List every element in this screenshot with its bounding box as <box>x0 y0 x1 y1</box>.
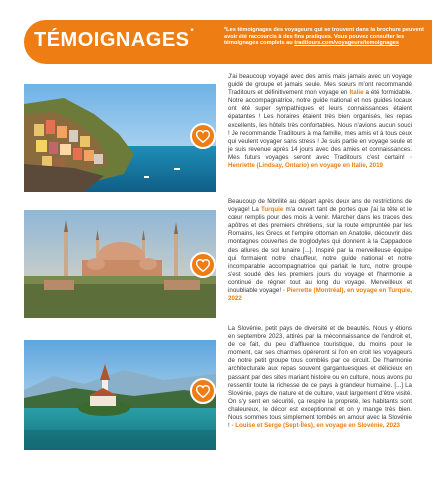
testimonial-turkey: Beaucoup de fébrilité au départ après deux ans de restrictions de voyage! La Turquie m'a ouvert tant de portes que j'ai la tête et le cœur remplis pour des mois à venir. Marcher dans les traces des apôtres et des premiers chrétiens, sur la route empruntée par les Romains, les Grecs et l'empire ottoman en Anatolie, découvrir des montagnes couvertes de troglodytes qui donnent à la Cappadoce des allures de sol lunaire [...]. Inspiré par la merveilleuse équipe qui formaient notre chauffeur, notre guide national et notre incomparable accompagnatrice qui parlait le turc, notre groupe s'est soudé dès les premiers jours du voyage et l'harmonie a continué de régner tout au long du voyage. Merveilleux et inoubliable voyage! - Pierrette (Montréal), en voyage en Turquie, 2022 <box>228 198 413 303</box>
footnote-text: *Les témoignages des voyageurs qui se trouvent dans la brochure peuvent avoir été raccourcis à des fins pratiques. Vous pouvez consulter les témoignages complets au traditours.com/voyageurs/temoignages <box>224 27 424 47</box>
destination-highlight: Turquie <box>261 206 284 214</box>
testimonial-slovenia: La Slovénie, petit pays de diversité et de beautés. Nous y étions en septembre 2023, attirés par la méconnaissance de l'endroit et, de ce fait, du peu d'affluence touristique, du moins pour le moment, car ses charmes opéreront si l'on en croit les voyageurs de notre petit groupe tous comblés par ce circuit. De l'harmonie architecturale aux repas souvent gargantuesques et délicieux en passant par des sites mariant histoire ou en culture, nous avons pu ressentir toute la richesse de ce pays à grandeur humaine. [...] La Slovénie, pays de nature et de culture, vaut largement d'être visité. On s'y sent en sécurité, ça respire la propreté, les habitants sont chaleureux, le décor est exceptionnel et on y mange très bien. Nous sommes tous simplement tombés en amour avec la Slovénie ! - Louise et Serge (Sept-Îles), en voyage en Slovénie, 2023 <box>228 325 412 430</box>
heart-icon <box>196 130 210 143</box>
testimonials-link[interactable]: traditours.com/voyageurs/temoignages <box>294 40 400 47</box>
testimonial-attribution: - Henriette (Lindsay, Ontario) en voyage en Italie, 2019 <box>228 153 412 170</box>
testimonial-attribution: - Pierrette (Montréal), en voyage en Turquie, 2022 <box>228 287 412 303</box>
favorite-heart-button[interactable] <box>190 252 216 278</box>
title-footnote-mark: * <box>190 27 195 36</box>
heart-icon <box>196 259 210 272</box>
header-banner <box>24 20 432 64</box>
favorite-heart-button[interactable] <box>190 378 216 404</box>
destination-highlight: Italie <box>349 89 364 97</box>
testimonial-attribution: - Louise et Serge (Sept-Îles), en voyage en Slovénie, 2023 <box>231 422 400 430</box>
lake-bled-slovenia-photo <box>24 340 216 450</box>
page-title: TÉMOIGNAGES* <box>34 27 195 51</box>
favorite-heart-button[interactable] <box>190 123 216 149</box>
cinque-terre-coastal-village-photo <box>24 84 216 192</box>
istanbul-hagia-sophia-photo <box>24 210 216 318</box>
heart-icon <box>196 385 210 398</box>
testimonial-italy: J'ai beaucoup voyagé avec des amis mais jamais avec un voyage guidé de groupe et jamais seule. Mes sœurs m'ont recommandé Traditours et définitivement mon voyage en Italie a été formidable. Notre accompagnatrice, notre guide national et nos guides locaux ont été super sympathiques et leurs connaissances étaient épatantes ! Les horaires étaient très bien organisés, les repas excellents, les hôtels très confortables. Nous n'avions aucun souci ! Je recommande Traditours à ma famille, mes amis et à tous ceux qui veulent voyager sans stress ! Je suis partie en voyage seule et je suis revenue après 14 jours avec des amies et connaissances. Mes futurs voyages seront avec Traditours c'est certain! - Henriette (Lindsay, Ontario) en voyage en Italie, 2019 <box>228 73 412 170</box>
